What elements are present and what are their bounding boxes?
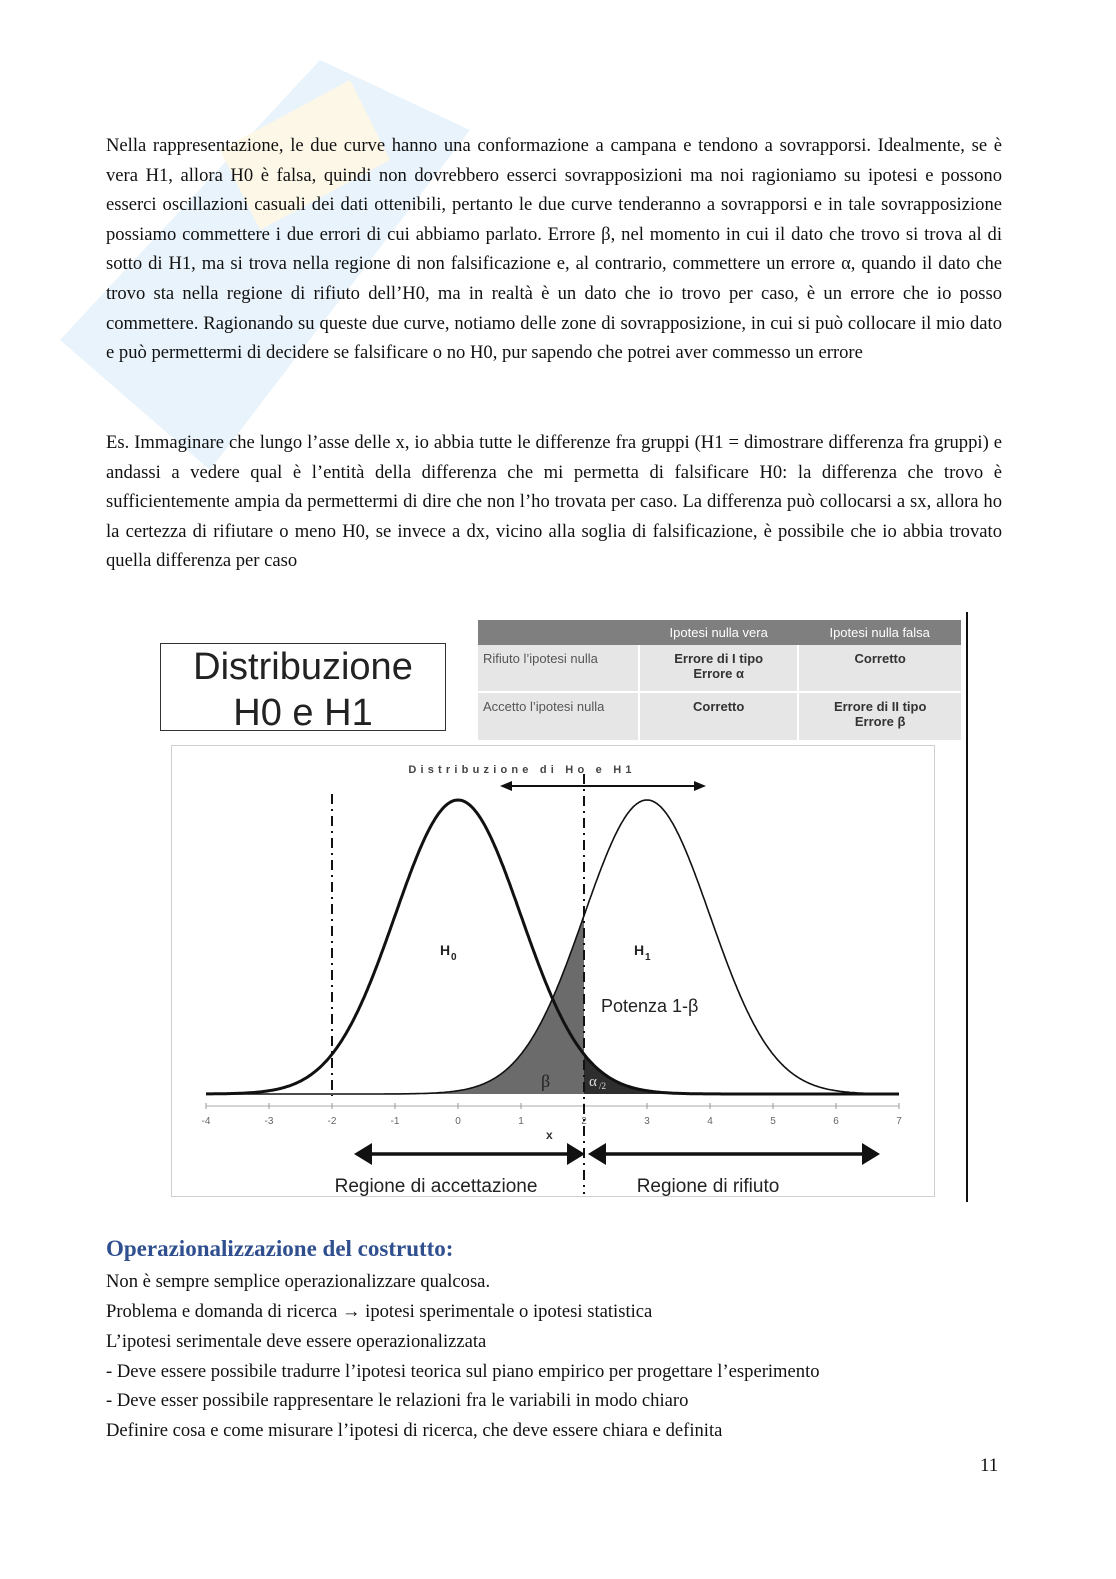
page-number: 11 bbox=[980, 1455, 999, 1476]
type1-error-label: Errore di I tipo bbox=[674, 651, 764, 666]
table-header-null-false: Ipotesi nulla falsa bbox=[798, 620, 961, 645]
beta-region-shade bbox=[206, 916, 584, 1094]
section-line-6: Definire cosa e come misurare l’ipotesi di ricerca, che deve essere chiara e definita bbox=[106, 1420, 723, 1441]
table-row-label-accept: Accetto l’ipotesi nulla bbox=[478, 692, 639, 741]
figure-right-rule bbox=[966, 612, 968, 1202]
reject-region-label: Regione di rifiuto bbox=[636, 1176, 780, 1196]
x-tick-label: 2 bbox=[581, 1116, 587, 1127]
x-tick-label: 5 bbox=[770, 1116, 776, 1127]
reject-arrow-right-head bbox=[862, 1143, 880, 1165]
section-line-3: L’ipotesi serimentale deve essere operazionalizzata bbox=[106, 1331, 487, 1352]
alpha-error-label: Errore α bbox=[693, 666, 744, 681]
table-header-null-true: Ipotesi nulla vera bbox=[639, 620, 798, 645]
table-cell-type2-error bbox=[798, 692, 961, 741]
section-line-1: Non è sempre semplice operazionalizzare qualcosa. bbox=[106, 1271, 491, 1292]
section-line-2: Problema e domanda di ricerca → ipotesi sperimentale o ipotesi statistica bbox=[106, 1301, 653, 1322]
section-heading: Operazionalizzazione del costrutto: bbox=[106, 1236, 454, 1261]
x-tick-label: 4 bbox=[707, 1116, 713, 1127]
table-corner bbox=[478, 620, 639, 645]
decision-table bbox=[478, 620, 961, 742]
x-tick-label: 6 bbox=[833, 1116, 839, 1127]
x-tick-label: 3 bbox=[644, 1116, 650, 1127]
x-tick-label: -3 bbox=[264, 1116, 274, 1127]
beta-label: β bbox=[541, 1071, 551, 1091]
top-arrow-left-head bbox=[500, 781, 512, 791]
accept-arrow-left-head bbox=[354, 1143, 372, 1165]
table-cell-type1-error bbox=[639, 645, 798, 692]
accept-region-label: Regione di accettazione bbox=[334, 1176, 538, 1196]
h0-label: H bbox=[440, 942, 451, 958]
beta-error-label: Errore β bbox=[854, 714, 906, 730]
figure-title-box bbox=[160, 643, 446, 734]
table-cell-correct-accept: Corretto bbox=[639, 692, 798, 741]
figure-title-line1: Distribuzione bbox=[193, 646, 413, 688]
type2-error-label: Errore di II tipo bbox=[833, 699, 927, 715]
x-tick-label: 0 bbox=[455, 1116, 461, 1127]
body-paragraph-2: Es. Immaginare che lungo l’asse delle x, io abbia tutte le differenze fra gruppi (H1 = dimostrare differenza fra gruppi) e andassi a vedere qual è l’entità della differenza che mi permetta di falsificare H0: la differenza che trovo è sufficientemente ampia da permettermi di dire che non l’ho trovata per caso. La differenza può collocarsi a sx, allora ho la certezza di rifiutare o meno H0, se invece a dx, vicino alla soglia di falsificazione, è possibile che io abbia trovato quella differenza per caso bbox=[106, 432, 1002, 572]
distribution-chart-svg bbox=[172, 746, 934, 1196]
section-line-5: - Deve esser possibile rappresentare le relazioni fra le variabili in modo chiaro bbox=[106, 1390, 689, 1411]
chart-title: Distribuzione di Ho e H1 bbox=[408, 764, 636, 776]
alpha-subscript: /2 bbox=[599, 1081, 607, 1091]
x-tick-label: -4 bbox=[201, 1116, 211, 1127]
body-paragraph-1: Nella rappresentazione, le due curve hanno una conformazione a campana e tendono a sovrapporsi. Idealmente, se è vera H1, allora H0 è falsa, quindi non dovrebbero esserci sovrapposizioni ma noi ragioniamo su ipotesi e possono esserci oscillazioni casuali dei dati ottenibili, pertanto le due curve tenderanno a sovrapporsi e in tale sovrapposizione possiamo commettere i due errori di cui abbiamo parlato. Errore β, nel momento in cui il dato che trovo si trova al di sotto di H1, ma si trova nella regione di non falsificazione e, al contrario, commettere un errore α, quando il dato che trovo sta nella regione di rifiuto dell’H0, ma in realtà è un dato che io trovo per caso, è un errore che io posso commettere. Ragionando su queste due curve, notiamo delle zone di sovrapposizione, in cui si può collocare il mio dato e può permettermi di decidere se falsificare o no H0, pur sapendo che potrei aver commesso un errore bbox=[106, 135, 1002, 364]
section-line-4: - Deve essere possibile tradurre l’ipotesi teorica sul piano empirico per progettare l’esperimento bbox=[106, 1361, 820, 1382]
alpha-label: α bbox=[589, 1074, 597, 1090]
x-tick-label: 7 bbox=[896, 1116, 902, 1127]
x-tick-label: -2 bbox=[327, 1116, 337, 1127]
table-row-label-reject: Rifiuto l’ipotesi nulla bbox=[478, 645, 639, 692]
distribution-chart bbox=[171, 745, 935, 1197]
table-cell-correct-reject: Corretto bbox=[798, 645, 961, 692]
top-arrow-right-head bbox=[694, 781, 706, 791]
power-label: Potenza 1-β bbox=[601, 996, 699, 1016]
accept-arrow-right-head bbox=[567, 1143, 585, 1165]
x-marker-label: x bbox=[546, 1128, 553, 1142]
x-tick-label: -1 bbox=[390, 1116, 400, 1127]
x-tick-label: 1 bbox=[518, 1116, 524, 1127]
reject-arrow-left-head bbox=[588, 1143, 606, 1165]
h1-label: H bbox=[634, 942, 645, 958]
figure-title-line2: H0 e H1 bbox=[233, 692, 373, 734]
h0-subscript: 0 bbox=[451, 952, 457, 963]
h1-subscript: 1 bbox=[645, 952, 651, 963]
